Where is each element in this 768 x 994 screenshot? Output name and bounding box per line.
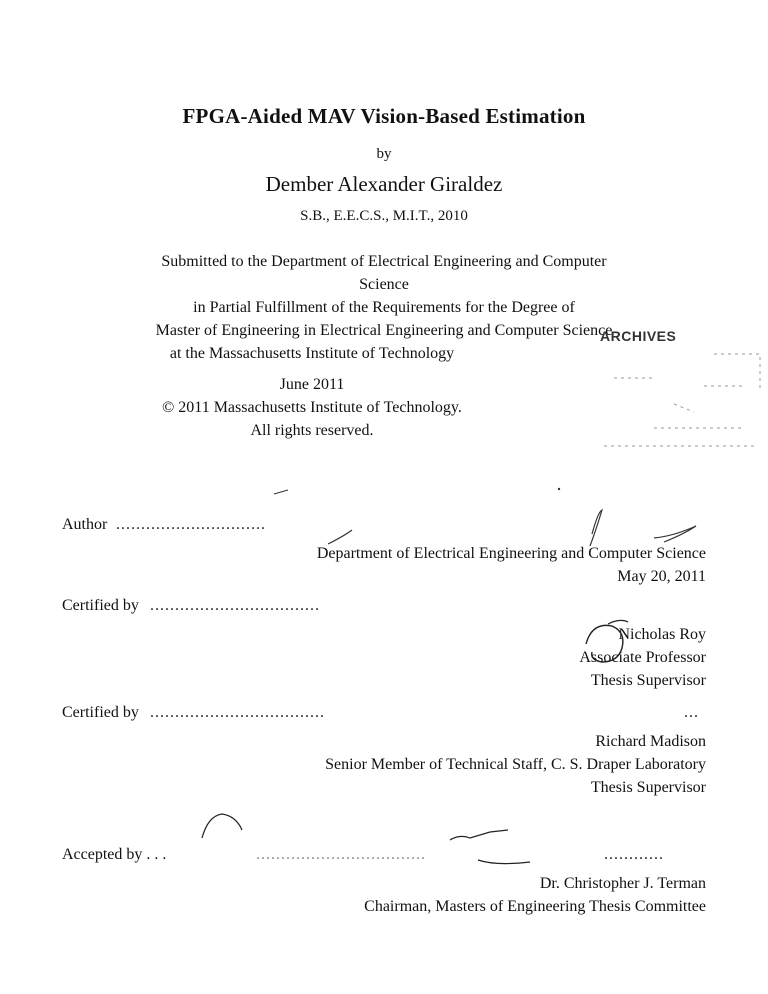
prior-degree: S.B., E.E.C.S., M.I.T., 2010 [300,208,468,224]
certified-by-label-1: Certified by [62,597,139,614]
supervisor-1-signature-scribble [578,612,688,672]
accepted-by-label: Accepted by . . . [62,846,167,863]
accepted-signature-line-end: ............ [604,846,664,863]
archives-stamp-label: ARCHIVES [600,328,677,344]
author-department: Department of Electrical Engineering and Computer Science [316,545,706,562]
supervisor-1-role: Thesis Supervisor [590,672,706,689]
supervisor-2-name: Richard Madison [595,733,706,750]
supervisor-1-title: Associate Professor [579,649,706,666]
certified-by-label-2: Certified by [62,704,139,721]
copyright-line: © 2011 Massachusetts Institute of Technology. [162,399,462,416]
by-line: by [376,146,392,162]
certified-signature-line-2: ................................... [150,704,325,721]
submission-line-3: in Partial Fulfillment of the Requirements for the Degree of [193,299,575,316]
certified-signature-ellipsis: ... [684,704,699,721]
submission-line-2: Science [359,276,409,293]
accepted-signature-scribble [190,808,540,848]
committee-chair-title: Chairman, Masters of Engineering Thesis Committee [364,898,706,915]
submission-line-1: Submitted to the Department of Electrical Engineering and Computer [161,253,607,270]
author-name: Dember Alexander Giraldez [265,172,503,196]
accepted-signature-line: .................................. [256,846,426,863]
submission-line-4: Master of Engineering in Electrical Engineering and Computer Science [155,322,613,339]
supervisor-2-role: Thesis Supervisor [590,779,706,796]
author-date: May 20, 2011 [617,568,706,585]
author-signature-line: .............................. [116,516,266,533]
submission-line-5: at the Massachusetts Institute of Technology [169,345,455,362]
archives-stamp [594,328,764,458]
accepted-underline-scribble [476,856,536,868]
submission-date: June 2011 [279,376,345,393]
committee-chair-name: Dr. Christopher J. Terman [539,875,706,892]
stamp-box-icon [594,328,764,458]
supervisor-1-name: Nicholas Roy [618,626,706,643]
rights-line: All rights reserved. [250,422,374,439]
certified-signature-line-1: .................................. [150,597,320,614]
supervisor-2-affiliation: Senior Member of Technical Staff, C. S. Draper Laboratory [325,756,706,773]
author-label: Author [62,516,108,533]
thesis-title: FPGA-Aided MAV Vision-Based Estimation [182,104,586,128]
